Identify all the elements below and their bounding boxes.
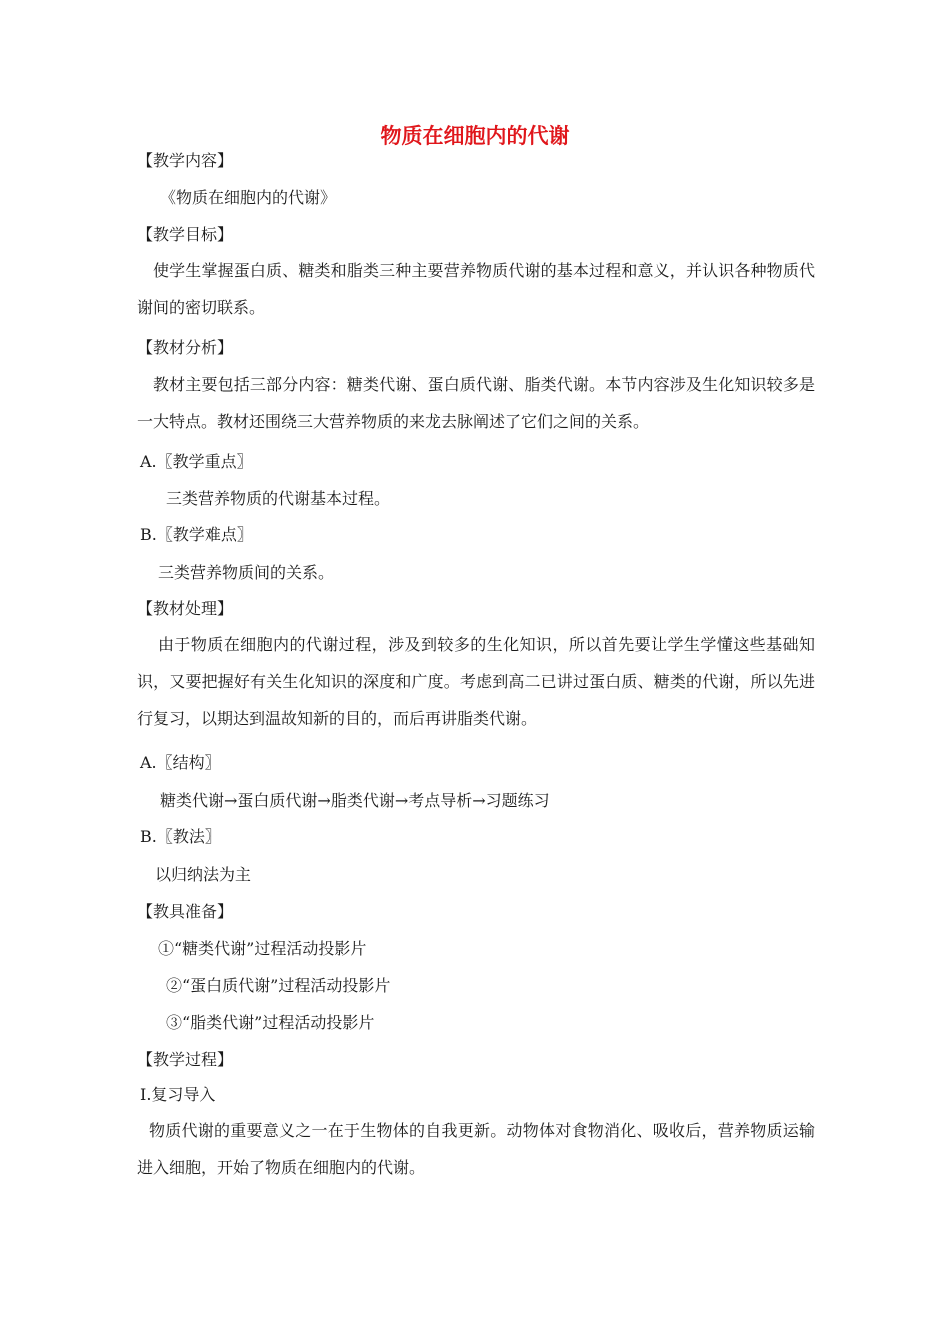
analysis-heading: 【教材分析】 [137,338,234,357]
goal-heading: 【教学目标】 [137,225,234,244]
analysis-text: 教材主要包括三部分内容：糖类代谢、蛋白质代谢、脂类代谢。本节内容涉及生化知识较多是一大特点。教材还围绕三大营养物质的来龙去脉阐述了它们之间的关系。 [137,375,815,431]
process-sub: Ⅰ.复习导入 [140,1085,216,1104]
processing-heading: 【教材处理】 [137,599,234,618]
tools-item-3: ③“脂类代谢”过程活动投影片 [166,1013,375,1032]
process-heading: 【教学过程】 [137,1050,234,1069]
difficulty-text: 三类营养物质间的关系。 [158,563,335,582]
tools-item-1: ①“糖类代谢”过程活动投影片 [158,939,367,958]
method-text: 以归纳法为主 [155,865,252,884]
structure-text: 糖类代谢→蛋白质代谢→脂类代谢→考点导析→习题练习 [160,791,550,810]
processing-text: 由于物质在细胞内的代谢过程，涉及到较多的生化知识，所以首先要让学生学懂这些基础知识，又要把握好有关生化知识的深度和广度。考虑到高二已讲过蛋白质、糖类的代谢，所以先进行复习，以期达到温故知新的目的，而后再讲脂类代谢。 [137,635,815,728]
content-text: 《物质在细胞内的代谢》 [160,188,337,207]
document-title: 物质在细胞内的代谢 [380,124,570,148]
process-text: 物质代谢的重要意义之一在于生物体的自我更新。动物体对食物消化、吸收后，营养物质运输进入细胞，开始了物质在细胞内的代谢。 [137,1121,815,1177]
key-heading: A.〖教学重点〗 [140,452,253,471]
content-heading: 【教学内容】 [137,151,234,170]
difficulty-heading: B.〖教学难点〗 [140,525,253,544]
tools-heading: 【教具准备】 [137,902,234,921]
structure-heading: A.〖结构〗 [140,753,221,772]
key-text: 三类营养物质的代谢基本过程。 [166,489,391,508]
tools-item-2: ②“蛋白质代谢”过程活动投影片 [166,976,391,995]
method-heading: B.〖教法〗 [140,827,221,846]
goal-text: 使学生掌握蛋白质、糖类和脂类三种主要营养物质代谢的基本过程和意义，并认识各种物质代谢间的密切联系。 [137,261,815,317]
